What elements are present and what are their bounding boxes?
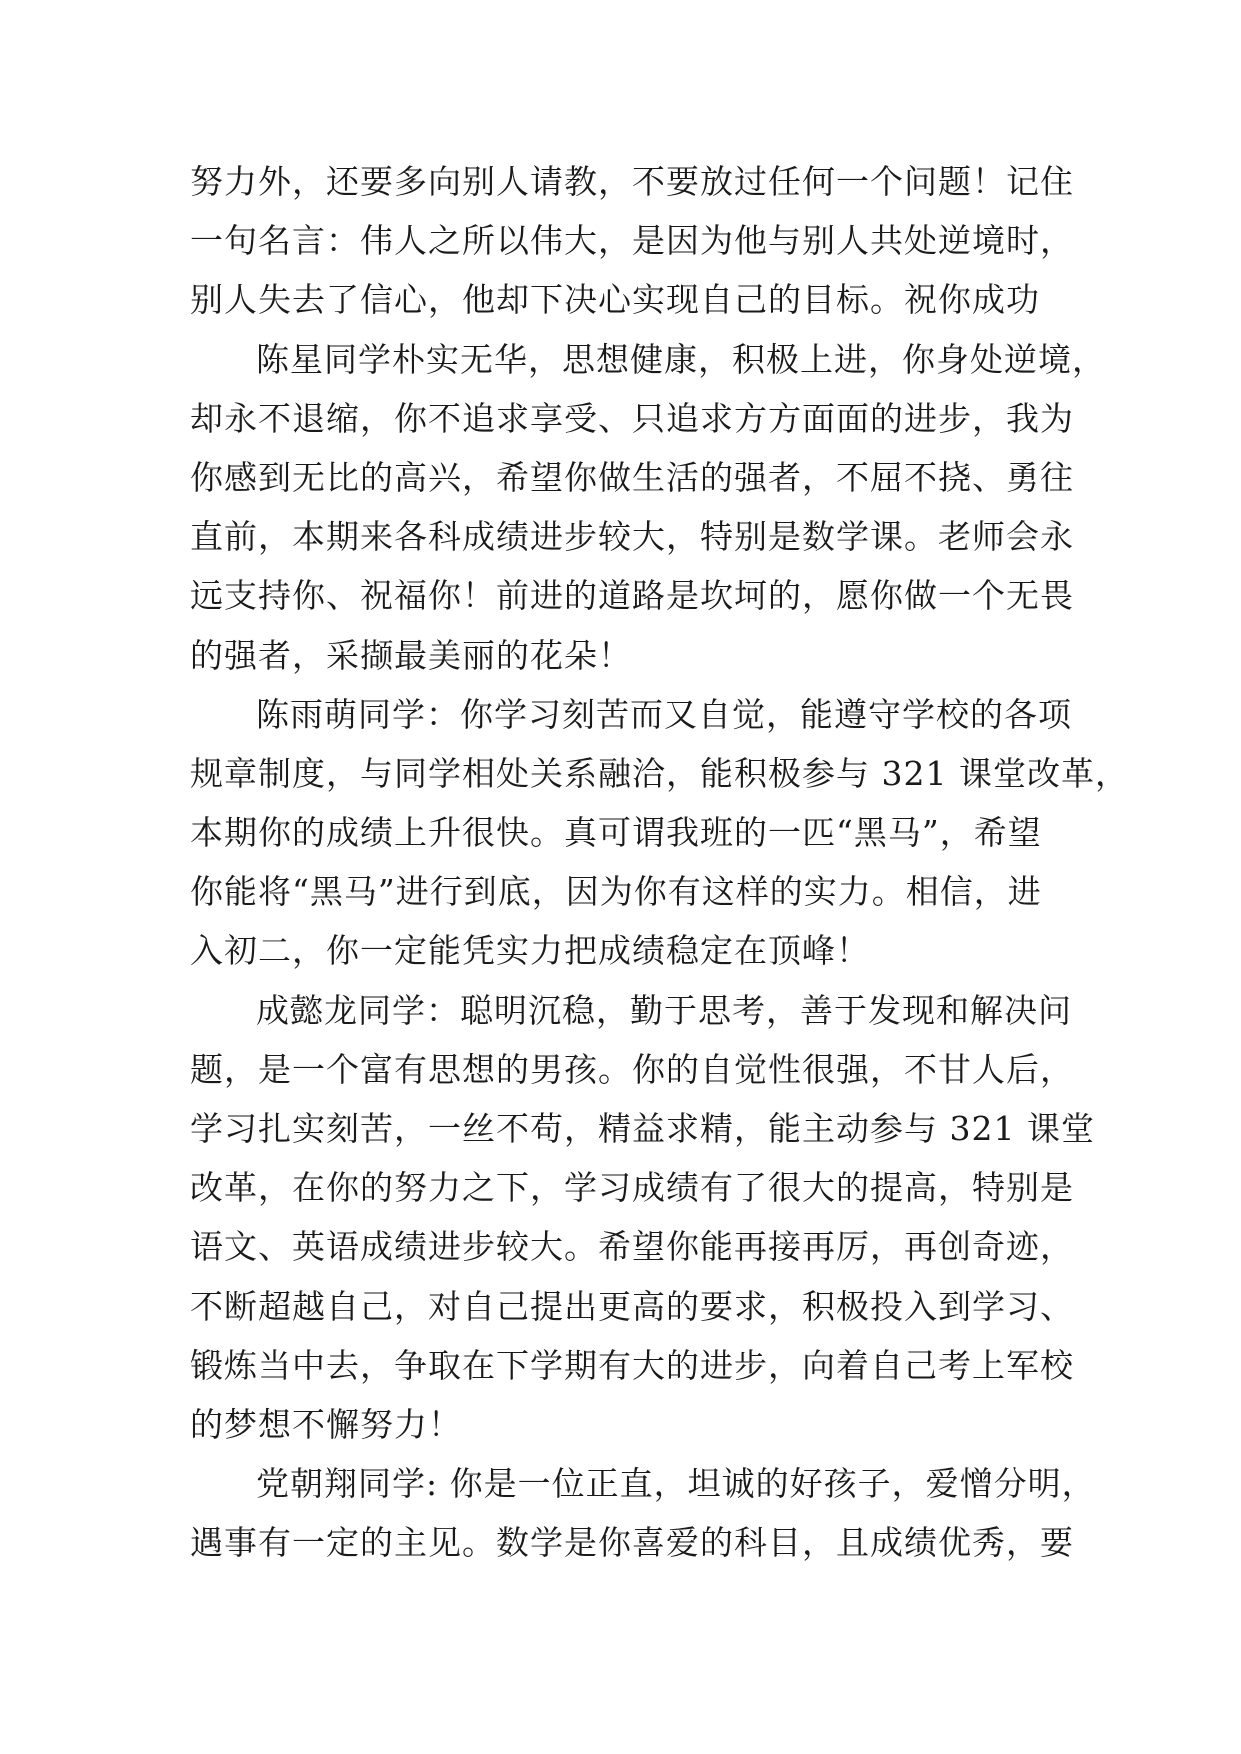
text-line: 党朝翔同学: 你是一位正直，坦诚的好孩子，爱憎分明，	[256, 1464, 1096, 1504]
text-line: 遇事有一定的主见。数学是你喜爱的科目，且成绩优秀，要	[190, 1523, 1074, 1563]
paragraph-cheng-yilong	[190, 981, 1095, 1455]
text-line: 别人失去了信心，他却下决心实现自己的目标。祝你成功	[190, 280, 1040, 320]
text-line: 直前，本期来各科成绩进步较大，特别是数学课。老师会永	[190, 517, 1074, 557]
text-line: 远支持你、祝福你！前进的道路是坎坷的，愿你做一个无畏	[190, 576, 1074, 616]
text-line: 你能将“黑马”进行到底，因为你有这样的实力。相信，进	[190, 872, 1042, 912]
text-line: 一句名言：伟人之所以伟大，是因为他与别人共处逆境时，	[190, 221, 1074, 261]
text-line: 陈雨萌同学：你学习刻苦而又自觉，能遵守学校的各项	[256, 694, 1072, 734]
text-line: 却永不退缩，你不追求享受、只追求方方面面的进步，我为	[190, 398, 1074, 438]
text-line: 努力外，还要多向别人请教，不要放过任何一个问题！记住	[190, 162, 1074, 201]
text-line: 的强者，采撷最美丽的花朵！	[190, 635, 632, 675]
text-line: 规章制度，与同学相处关系融洽，能积极参与 321 课堂改革，	[190, 753, 1129, 793]
text-line: 入初二，你一定能凭实力把成绩稳定在顶峰！	[190, 931, 870, 971]
document-body	[190, 152, 1129, 1573]
paragraph-continuation	[190, 152, 1074, 330]
text-line: 陈星同学朴实无华，思想健康，积极上进，你身处逆境，	[256, 339, 1106, 379]
paragraph-chen-yumeng	[190, 685, 1129, 981]
text-line: 改革，在你的努力之下，学习成绩有了很大的提高，特别是	[190, 1168, 1074, 1208]
text-line: 锻炼当中去，争取在下学期有大的进步，向着自己考上军校	[190, 1345, 1074, 1385]
text-line: 不断超越自己，对自己提出更高的要求，积极投入到学习、	[190, 1286, 1074, 1326]
text-line: 题，是一个富有思想的男孩。你的自觉性很强，不甘人后，	[190, 1049, 1074, 1089]
text-line: 语文、英语成绩进步较大。希望你能再接再厉，再创奇迹，	[190, 1227, 1074, 1267]
text-line: 的梦想不懈努力！	[190, 1404, 462, 1444]
text-line: 学习扎实刻苦，一丝不苟，精益求精，能主动参与 321 课堂	[190, 1109, 1095, 1148]
text-line: 你感到无比的高兴，希望你做生活的强者，不屈不挠、勇往	[190, 457, 1074, 497]
paragraph-chen-xing	[190, 330, 1106, 685]
paragraph-dang-chaoxiang	[190, 1454, 1096, 1572]
text-line: 本期你的成绩上升很快。真可谓我班的一匹“黑马”，希望	[190, 813, 1042, 853]
text-line: 成懿龙同学：聪明沉稳，勤于思考，善于发现和解决问	[256, 990, 1072, 1030]
